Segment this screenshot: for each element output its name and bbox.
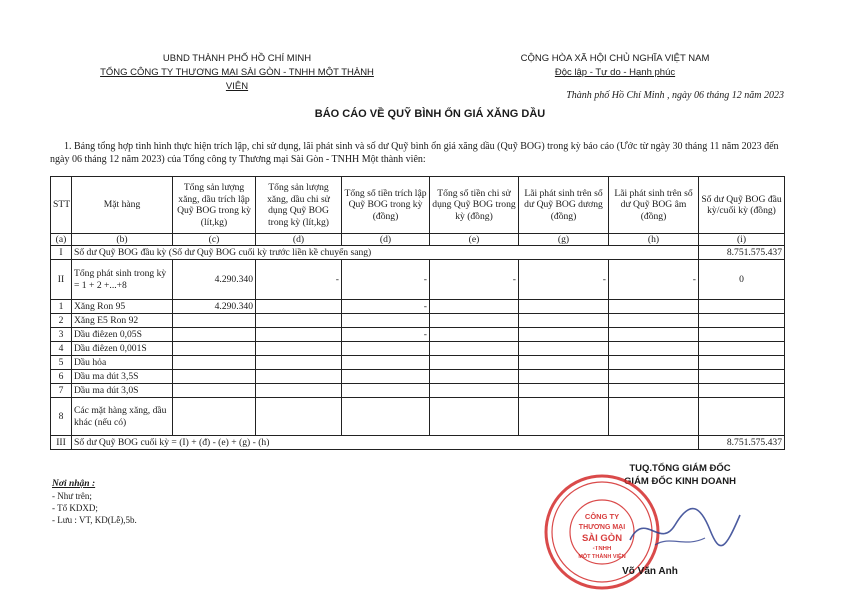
row-stt: 5 [51, 356, 72, 370]
col-header: Số dư Quỹ BOG đầu kỳ/cuối kỳ (đồng) [699, 177, 785, 234]
row-total-period [51, 260, 785, 300]
cell-d [256, 328, 342, 342]
col-header: Tổng sản lượng xăng, dầu trích lập Quỹ BOG trong kỳ (lít,kg) [173, 177, 256, 234]
cell-dd [342, 342, 430, 356]
cell-d [256, 356, 342, 370]
cell-g [519, 328, 609, 342]
cell-c [173, 384, 256, 398]
row-stt: II [51, 260, 72, 300]
col-code: (c) [173, 234, 256, 246]
cell-h [609, 314, 699, 328]
cell-e [430, 314, 519, 328]
bog-table [50, 176, 785, 450]
row-stt: 7 [51, 384, 72, 398]
row-stt: 4 [51, 342, 72, 356]
cell-e [430, 370, 519, 384]
cell-i [699, 356, 785, 370]
cell-e [430, 328, 519, 342]
recipient-item: - Tổ KDXD; [52, 503, 98, 513]
svg-text:MỘT THÀNH VIÊN: MỘT THÀNH VIÊN [578, 554, 626, 560]
cell-g: - [519, 260, 609, 300]
cell-dd [342, 314, 430, 328]
product-name: Dầu điêzen 0,001S [72, 342, 173, 356]
cell-c: 4.290.340 [173, 300, 256, 314]
cell-c [173, 398, 256, 436]
cell-h [609, 356, 699, 370]
cell-i [699, 370, 785, 384]
recipient-item: - Như trên; [52, 491, 92, 501]
cell-d [256, 398, 342, 436]
cell-c [173, 314, 256, 328]
col-header: Tổng sản lượng xăng, dầu chi sử dụng Quỹ BOG trong kỳ (lít,kg) [256, 177, 342, 234]
col-header: Lãi phát sinh trên số dư Quỹ BOG dương (đồng) [519, 177, 609, 234]
cell-i [699, 300, 785, 314]
cell-d: - [256, 260, 342, 300]
cell-h [609, 342, 699, 356]
table-row [51, 356, 785, 370]
signer-name: Võ Văn Anh [622, 566, 678, 577]
cell-i [699, 342, 785, 356]
table-row [51, 328, 785, 342]
product-name: Dầu ma dút 3,5S [72, 370, 173, 384]
cell-dd [342, 370, 430, 384]
row-stt: I [51, 246, 72, 260]
product-name: Xăng Ron 95 [72, 300, 173, 314]
opening-balance-value: 8.751.575.437 [699, 246, 785, 260]
col-header: STT [51, 177, 72, 234]
cell-g [519, 384, 609, 398]
table-row [51, 314, 785, 328]
row-label: Tổng phát sinh trong kỳ = 1 + 2 +...+8 [72, 260, 173, 300]
product-name: Dầu ma dút 3,0S [72, 384, 173, 398]
org-header [92, 52, 382, 94]
cell-e [430, 356, 519, 370]
recipients [52, 478, 137, 526]
cell-g [519, 370, 609, 384]
cell-h [609, 398, 699, 436]
cell-c [173, 342, 256, 356]
cell-d [256, 370, 342, 384]
col-code: (a) [51, 234, 72, 246]
recipients-title: Nơi nhận : [52, 479, 96, 489]
signature-subtitle: GIÁM ĐỐC KINH DOANH [624, 476, 736, 487]
cell-h [609, 384, 699, 398]
col-header: Mặt hàng [72, 177, 173, 234]
cell-dd: - [342, 260, 430, 300]
row-stt: 1 [51, 300, 72, 314]
table-row [51, 384, 785, 398]
cell-h [609, 300, 699, 314]
cell-e [430, 342, 519, 356]
col-code: (g) [519, 234, 609, 246]
table-row [51, 398, 785, 436]
product-name: Dầu hỏa [72, 356, 173, 370]
cell-e [430, 300, 519, 314]
row-closing-balance [51, 436, 785, 450]
org-parent: UBND THÀNH PHỐ HỒ CHÍ MINH [162, 53, 312, 64]
signature-title: TUQ.TỔNG GIÁM ĐỐC [629, 463, 731, 474]
cell-c: 4.290.340 [173, 260, 256, 300]
svg-text:THƯƠNG MẠI: THƯƠNG MẠI [578, 524, 626, 531]
cell-g [519, 398, 609, 436]
recipient-item: - Lưu : VT, KD(Lễ),5b. [52, 515, 137, 525]
col-header: Lãi phát sinh trên số dư Quỹ BOG âm (đồng) [609, 177, 699, 234]
cell-h: - [609, 260, 699, 300]
col-code: (e) [430, 234, 519, 246]
cell-d [256, 342, 342, 356]
cell-c [173, 356, 256, 370]
row-stt: 6 [51, 370, 72, 384]
cell-e: - [430, 260, 519, 300]
col-code: (i) [699, 234, 785, 246]
row-label: Số dư Quỹ BOG cuối kỳ = (I) + (đ) - (e) + (g) - (h) [72, 436, 699, 450]
cell-h [609, 370, 699, 384]
row-stt: 8 [51, 398, 72, 436]
date-line: Thành phố Hồ Chí Minh , ngày 06 tháng 12 năm 2023 [566, 90, 784, 101]
product-name: Các mặt hàng xăng, dầu khác (nếu có) [72, 398, 173, 436]
cell-g [519, 342, 609, 356]
product-name: Xăng E5 Ron 92 [72, 314, 173, 328]
cell-i [699, 314, 785, 328]
code-row [51, 234, 785, 246]
cell-h [609, 328, 699, 342]
cell-i [699, 384, 785, 398]
national-header [500, 52, 730, 80]
col-code: (d) [256, 234, 342, 246]
table-row [51, 342, 785, 356]
table-row [51, 370, 785, 384]
row-opening-balance [51, 246, 785, 260]
cell-g [519, 314, 609, 328]
cell-dd: - [342, 300, 430, 314]
svg-text:SÀI GÒN: SÀI GÒN [581, 533, 623, 544]
cell-dd [342, 356, 430, 370]
cell-i [699, 328, 785, 342]
svg-text:-TNHH: -TNHH [592, 546, 612, 552]
table-row [51, 300, 785, 314]
cell-c [173, 328, 256, 342]
row-stt: 2 [51, 314, 72, 328]
report-title: BÁO CÁO VỀ QUỸ BÌNH ỔN GIÁ XĂNG DẦU [314, 108, 546, 120]
cell-dd: - [342, 328, 430, 342]
header-row [51, 177, 785, 234]
row-label: Số dư Quỹ BOG đầu kỳ (Số dư Quỹ BOG cuối kỳ trước liền kề chuyển sang) [72, 246, 699, 260]
cell-d [256, 300, 342, 314]
cell-d [256, 314, 342, 328]
col-code: (h) [609, 234, 699, 246]
row-stt: III [51, 436, 72, 450]
closing-balance-value: 8.751.575.437 [699, 436, 785, 450]
cell-i: 0 [699, 260, 785, 300]
cell-dd [342, 384, 430, 398]
country-name: CỘNG HÒA XÃ HỘI CHỦ NGHĨA VIỆT NAM [520, 53, 710, 64]
cell-g [519, 300, 609, 314]
col-code: (b) [72, 234, 173, 246]
handwritten-signature [625, 500, 745, 560]
cell-dd [342, 398, 430, 436]
col-header: Tổng số tiền chi sử dụng Quỹ BOG trong kỳ (đồng) [430, 177, 519, 234]
row-stt: 3 [51, 328, 72, 342]
cell-e [430, 398, 519, 436]
cell-i [699, 398, 785, 436]
svg-text:CÔNG TY: CÔNG TY [584, 512, 620, 521]
cell-g [519, 356, 609, 370]
cell-d [256, 384, 342, 398]
org-name: TỔNG CÔNG TY THƯƠNG MẠI SÀI GÒN - TNHH MỘT THÀNH VIÊN [100, 67, 374, 92]
motto: Độc lập - Tự do - Hạnh phúc [554, 67, 676, 78]
intro-paragraph: 1. Bảng tổng hợp tình hình thực hiện trích lập, chi sử dụng, lãi phát sinh và số dư Quỹ bình ổn giá xăng dầu (Quỹ BOG) trong kỳ báo cáo (Ước từ ngày 30 tháng 11 năm 2023 đến ngày 06 tháng 12 năm 2023) của Tổng công ty Thương mại Sài Gòn - TNHH Một thành viên: [50, 141, 779, 165]
product-name: Dầu điêzen 0,05S [72, 328, 173, 342]
col-code: (d) [342, 234, 430, 246]
cell-c [173, 370, 256, 384]
col-header: Tổng số tiền trích lập Quỹ BOG trong kỳ (đồng) [342, 177, 430, 234]
cell-e [430, 384, 519, 398]
